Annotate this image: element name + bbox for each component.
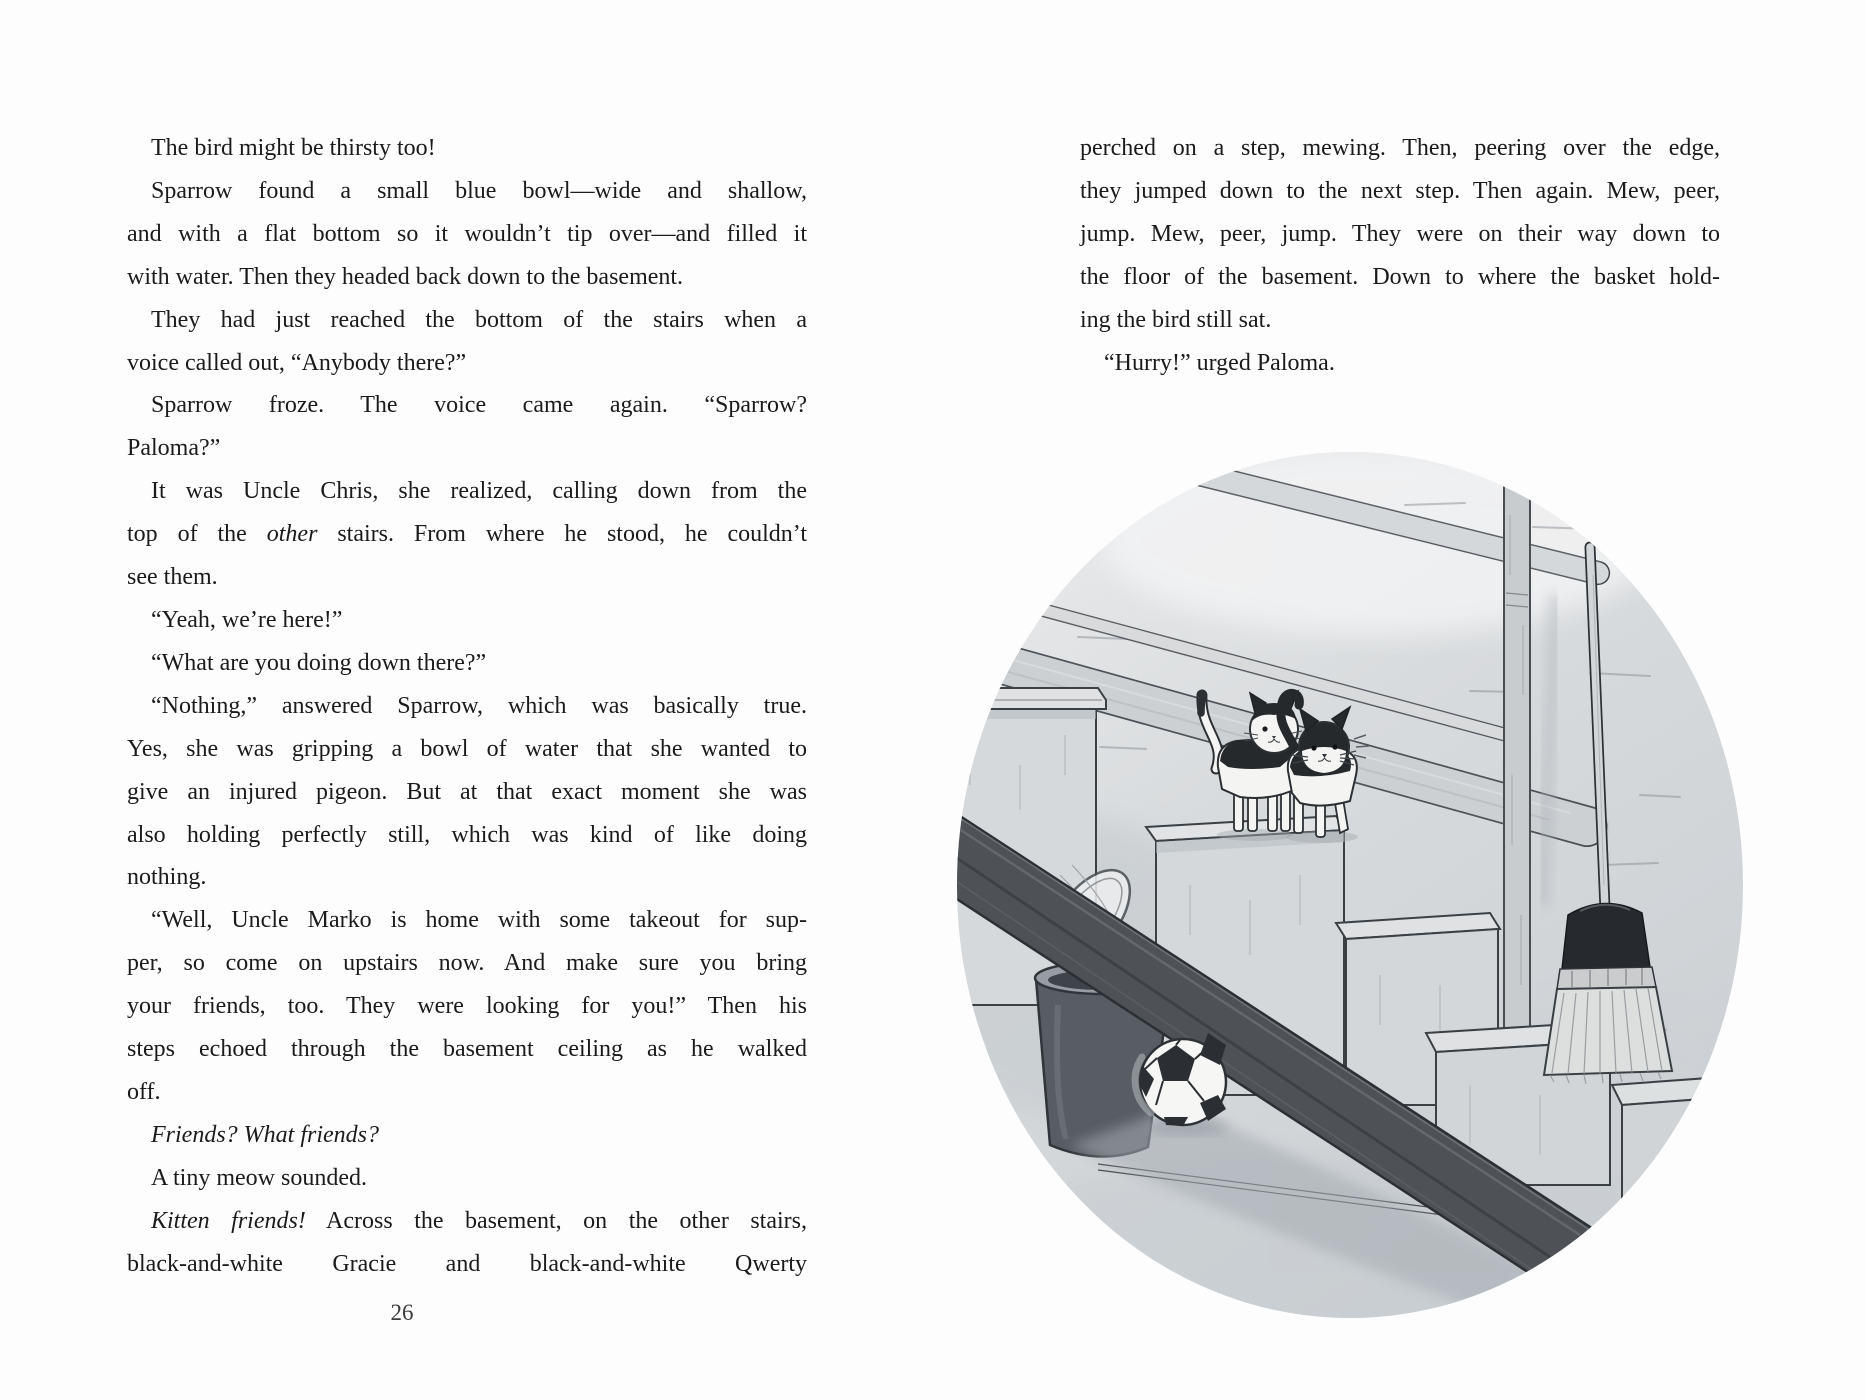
text-line: Yes, she was gripping a bowl of water that she wanted to bbox=[127, 735, 807, 762]
text-line: and with a flat bottom so it wouldn’t tip over—and filled it bbox=[127, 220, 807, 247]
left-page-text bbox=[127, 127, 807, 1285]
text-line: “Hurry!” urged Paloma. bbox=[1104, 349, 1335, 376]
text-line: The bird might be thirsty too! bbox=[151, 135, 436, 161]
text-line: steps echoed through the basement ceiling as he walked bbox=[127, 1036, 807, 1063]
right-page-text bbox=[1080, 127, 1720, 384]
text-line: the floor of the basement. Down to where the basket hold- bbox=[1080, 263, 1720, 290]
text-line: Kitten friends! Across the basement, on the other stairs, bbox=[151, 1207, 808, 1234]
basement-illustration bbox=[950, 445, 1750, 1325]
text-line: A tiny meow sounded. bbox=[151, 1164, 367, 1191]
text-line: see them. bbox=[127, 564, 218, 591]
text-line: ing the bird still sat. bbox=[1080, 306, 1272, 333]
text-line: perched on a step, mewing. Then, peering over the edge, bbox=[1080, 135, 1720, 161]
text-line: with water. Then they headed back down to the basement. bbox=[127, 263, 684, 290]
text-line: your friends, too. They were looking for you!” Then his bbox=[127, 993, 807, 1020]
text-line: top of the other stairs. From where he stood, he couldn’t bbox=[127, 521, 808, 548]
text-line: give an injured pigeon. But at that exact moment she was bbox=[127, 778, 807, 805]
text-line: voice called out, “Anybody there?” bbox=[127, 349, 467, 376]
text-line: they jumped down to the next step. Then again. Mew, peer, bbox=[1080, 177, 1720, 204]
text-line: “Well, Uncle Marko is home with some takeout for sup- bbox=[151, 907, 807, 934]
text-line: nothing. bbox=[127, 864, 207, 891]
text-line: Sparrow froze. The voice came again. “Sparrow? bbox=[151, 392, 807, 419]
text-line: Friends? What friends? bbox=[151, 1121, 379, 1148]
page-number: 26 bbox=[390, 1300, 414, 1325]
text-line: black-and-white Gracie and black-and-white Qwerty bbox=[127, 1250, 807, 1277]
text-line: “Nothing,” answered Sparrow, which was basically true. bbox=[151, 692, 807, 719]
text-line: Paloma?” bbox=[127, 435, 221, 462]
text-line: jump. Mew, peer, jump. They were on their way down to bbox=[1080, 220, 1720, 247]
text-line: It was Uncle Chris, she realized, calling down from the bbox=[151, 478, 807, 505]
text-line: off. bbox=[127, 1078, 161, 1105]
text-line: also holding perfectly still, which was kind of like doing bbox=[127, 821, 807, 848]
text-line: Sparrow found a small blue bowl—wide and shallow, bbox=[151, 177, 807, 204]
text-line: per, so come on upstairs now. And make sure you bring bbox=[127, 950, 807, 977]
text-line: “What are you doing down there?” bbox=[151, 649, 487, 676]
text-line: “Yeah, we’re here!” bbox=[151, 606, 343, 633]
text-line: They had just reached the bottom of the stairs when a bbox=[151, 306, 807, 333]
